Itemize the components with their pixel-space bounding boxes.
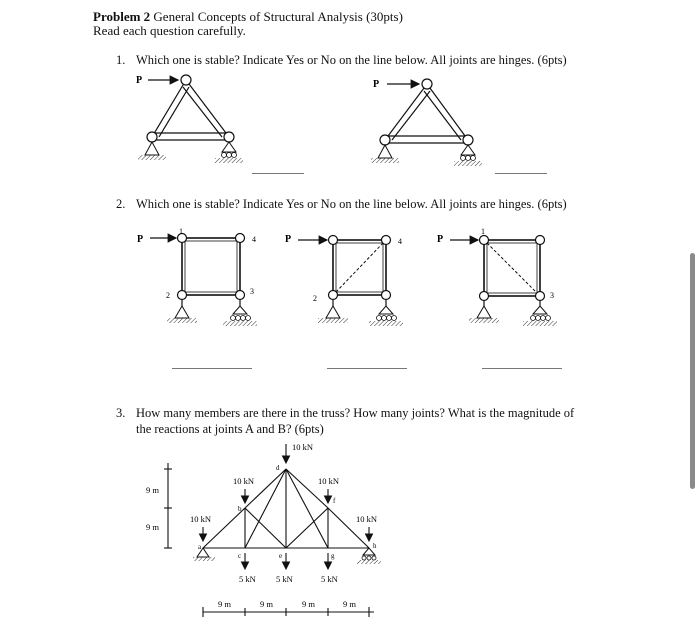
q2-frame-1-joint-3: 3 — [250, 287, 254, 296]
q3-bottom-load-g: 5 kN — [321, 574, 338, 584]
q2-frame-1 — [150, 234, 257, 327]
question-3-text-line2: the reactions at joints A and B? (6pts) — [136, 422, 324, 436]
q3-load-f: 10 kN — [318, 476, 340, 486]
q3-load-h: 10 kN — [356, 514, 378, 524]
question-3-text-line1: How many members are there in the truss? How many joints? What is the magnitude of — [136, 406, 575, 420]
q3-joint-d: d — [276, 464, 280, 472]
q1-b-load-label: P — [373, 79, 380, 90]
q2-frame-1-joint-2: 2 — [166, 291, 170, 300]
q3-joint-f: f — [333, 497, 336, 505]
q2-frame-1-joint-1: 1 — [179, 227, 183, 236]
q3-joint-a: a — [198, 543, 202, 551]
q3-joint-c: c — [238, 552, 242, 560]
q1-truss-b — [371, 79, 482, 166]
q3-bottom-load-e: 5 kN — [276, 574, 293, 584]
q3-height-dim-1: 9 m — [146, 485, 159, 495]
q3-joint-e: e — [279, 552, 283, 560]
q3-height-dim-2: 9 m — [146, 522, 159, 532]
scrollbar-thumb[interactable] — [690, 253, 695, 489]
instruction-text: Read each question carefully. — [93, 23, 246, 38]
q2-frame-2-load-label: P — [285, 234, 292, 245]
q3-bottom-load-c: 5 kN — [239, 574, 256, 584]
q2-frame-3-joint-3: 3 — [550, 291, 554, 300]
q2-frame-1-load-label: P — [137, 234, 144, 245]
q2-frame-1-joint-4: 4 — [252, 235, 256, 244]
q2-frame-3 — [450, 236, 557, 327]
question-2-text: Which one is stable? Indicate Yes or No on the line below. All joints are hinges. (6pts) — [136, 197, 567, 211]
q2-frame-2-joint-4: 4 — [398, 237, 402, 246]
q3-load-a: 10 kN — [190, 514, 212, 524]
q2-frame-2 — [298, 236, 403, 327]
question-1-number: 1. — [116, 53, 126, 67]
q3-span-dim-3: 9 m — [302, 599, 315, 609]
q3-span-dim-4: 9 m — [343, 599, 356, 609]
problem-title: General Concepts of Structural Analysis (30pts) — [153, 9, 403, 24]
q3-truss — [164, 444, 381, 617]
q3-joint-g: g — [331, 552, 335, 560]
q3-joint-h: h — [373, 542, 377, 550]
problem-label: Problem 2 — [93, 9, 151, 24]
q2-frame-3-joint-1: 1 — [481, 227, 485, 236]
q3-joint-b: b — [238, 505, 242, 513]
q3-span-dim-1: 9 m — [218, 599, 231, 609]
q3-load-b: 10 kN — [233, 476, 255, 486]
q1-a-load-label: P — [136, 75, 143, 86]
question-1-text: Which one is stable? Indicate Yes or No on the line below. All joints are hinges. (6pts) — [136, 53, 567, 67]
q3-load-d: 10 kN — [292, 442, 314, 452]
q1-truss-a — [138, 75, 243, 163]
q2-frame-3-load-label: P — [437, 234, 444, 245]
q3-span-dim-2: 9 m — [260, 599, 273, 609]
q2-frame-2-joint-2: 2 — [313, 294, 317, 303]
question-3-number: 3. — [116, 406, 126, 420]
question-2-number: 2. — [116, 197, 126, 211]
